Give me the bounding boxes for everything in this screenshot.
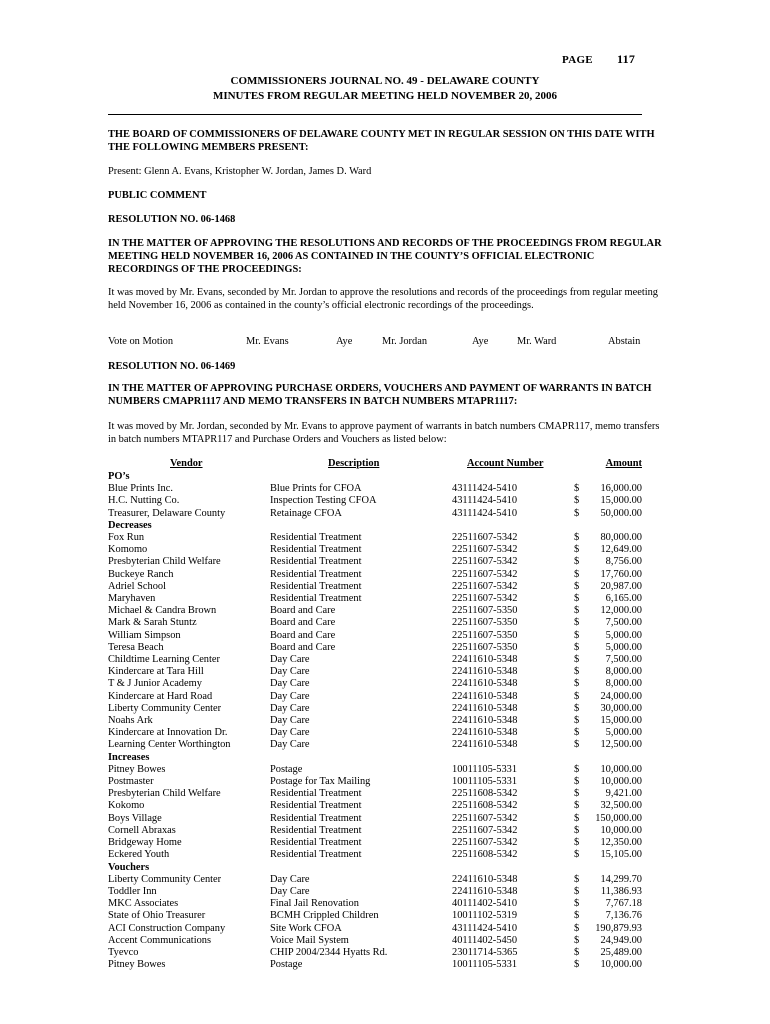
table-row	[108, 544, 642, 556]
account-cell: 22411610-5348	[452, 739, 518, 751]
table-row	[108, 666, 642, 678]
account-cell: 22511607-5342	[452, 824, 518, 836]
amount-cell: 10,000.00	[600, 776, 642, 788]
vendor-cell: Cornell Abraxas	[108, 824, 176, 836]
currency-cell: $	[574, 910, 580, 922]
description-cell: Day Care	[270, 690, 310, 702]
table-row	[108, 642, 642, 654]
account-cell: 23011714-5365	[452, 946, 518, 958]
table-row	[108, 947, 642, 959]
vendor-cell: Accent Communications	[108, 934, 212, 946]
vendor-cell: Mark & Sarah Stuntz	[108, 617, 197, 629]
table-row	[108, 532, 642, 544]
vendor-cell: Eckered Youth	[108, 849, 170, 861]
description-cell: Postage	[270, 959, 303, 971]
section-heading: Increases	[108, 751, 150, 763]
vendor-cell: Adriel School	[108, 580, 167, 592]
vendor-cell: Kindercare at Tara Hill	[108, 666, 204, 678]
vendor-cell: Pitney Bowes	[108, 763, 166, 775]
currency-cell: $	[574, 532, 580, 544]
account-cell: 10011105-5331	[452, 776, 518, 788]
vendor-cell: H.C. Nutting Co.	[108, 495, 180, 507]
members-present: Present: Glenn A. Evans, Kristopher W. Jordan, James D. Ward	[108, 166, 372, 177]
currency-cell: $	[574, 605, 580, 617]
account-cell: 22411610-5348	[452, 873, 518, 885]
account-cell: 43111424-5410	[452, 483, 518, 495]
account-cell: 10011105-5331	[452, 959, 518, 971]
amount-cell: 12,649.00	[600, 544, 642, 556]
vendor-cell: Komomo	[108, 544, 148, 556]
description-cell: Residential Treatment	[270, 544, 362, 556]
table-body	[108, 471, 642, 971]
amount-cell: 50,000.00	[600, 507, 642, 519]
vendor-cell: MKC Associates	[108, 898, 179, 910]
table-row	[108, 874, 642, 886]
amount-cell: 8,000.00	[605, 666, 642, 678]
table-row	[108, 581, 642, 593]
description-cell: Final Jail Renovation	[270, 898, 359, 910]
description-cell: Board and Care	[270, 641, 336, 653]
amount-cell: 15,000.00	[600, 715, 642, 727]
account-cell: 43111424-5410	[452, 495, 518, 507]
currency-cell: $	[574, 739, 580, 751]
description-cell: Inspection Testing CFOA	[270, 495, 377, 507]
currency-cell: $	[574, 617, 580, 629]
table-row	[108, 569, 642, 581]
vote-member-ward: Mr. Ward	[517, 336, 557, 347]
vote-value-jordan: Aye	[472, 336, 489, 347]
amount-cell: 30,000.00	[600, 702, 642, 714]
description-cell: Day Care	[270, 873, 310, 885]
account-cell: 22511607-5342	[452, 580, 518, 592]
resolution-1469-title: IN THE MATTER OF APPROVING PURCHASE ORDERS, VOUCHERS AND PAYMENT OF WARRANTS IN BATCH NUMBERS CMAPR1117 AND MEMO TRANSFERS IN BATCH NUMBERS MTAPR1117:	[108, 383, 652, 407]
currency-cell: $	[574, 580, 580, 592]
description-cell: CHIP 2004/2344 Hyatts Rd.	[270, 946, 388, 958]
currency-cell: $	[574, 556, 580, 568]
description-cell: Residential Treatment	[270, 824, 362, 836]
amount-cell: 5,000.00	[605, 727, 642, 739]
vendor-cell: T & J Junior Academy	[108, 678, 202, 690]
amount-cell: 11,386.93	[600, 885, 642, 897]
section-heading: Vouchers	[108, 861, 150, 873]
vendor-cell: Liberty Community Center	[108, 873, 222, 885]
account-cell: 22511607-5350	[452, 617, 518, 629]
description-cell: Day Care	[270, 739, 310, 751]
vote-member-jordan: Mr. Jordan	[382, 336, 428, 347]
section-row	[108, 752, 642, 764]
vendor-cell: Kindercare at Hard Road	[108, 690, 213, 702]
currency-cell: $	[574, 544, 580, 556]
public-comment-heading: PUBLIC COMMENT	[108, 190, 207, 201]
amount-cell: 32,500.00	[600, 800, 642, 812]
vendor-cell: Presbyterian Child Welfare	[108, 556, 221, 568]
header-divider	[108, 114, 642, 115]
table-row	[108, 886, 642, 898]
section-row	[108, 862, 642, 874]
amount-cell: 150,000.00	[595, 812, 642, 824]
table-row	[108, 923, 642, 935]
currency-cell: $	[574, 788, 580, 800]
table-row	[108, 630, 642, 642]
currency-cell: $	[574, 776, 580, 788]
amount-cell: 10,000.00	[600, 763, 642, 775]
vendor-cell: Learning Center Worthington	[108, 739, 231, 751]
table-row	[108, 617, 642, 629]
description-cell: Residential Treatment	[270, 580, 362, 592]
amount-cell: 8,000.00	[605, 678, 642, 690]
vendor-cell: Maryhaven	[108, 593, 156, 605]
vendor-cell: Fox Run	[108, 532, 145, 544]
table-row	[108, 849, 642, 861]
description-cell: Residential Treatment	[270, 837, 362, 849]
table-row	[108, 825, 642, 837]
amount-cell: 12,000.00	[600, 605, 642, 617]
description-cell: Day Care	[270, 715, 310, 727]
amount-cell: 190,879.93	[595, 922, 642, 934]
description-cell: Residential Treatment	[270, 593, 362, 605]
currency-cell: $	[574, 934, 580, 946]
account-cell: 22411610-5348	[452, 654, 518, 666]
table-row	[108, 556, 642, 568]
resolution-1469-body: It was moved by Mr. Jordan, seconded by Mr. Evans to approve payment of warrants in batch numbers CMAPR117, memo transfers in batch numbers MTAPR117 and Purchase Orders and Vouchers as listed below:	[108, 421, 660, 445]
description-cell: Day Care	[270, 654, 310, 666]
currency-cell: $	[574, 898, 580, 910]
table-row	[108, 788, 642, 800]
amount-cell: 12,350.00	[600, 837, 642, 849]
description-cell: Residential Treatment	[270, 532, 362, 544]
currency-cell: $	[574, 593, 580, 605]
description-cell: Residential Treatment	[270, 800, 362, 812]
vendor-cell: Pitney Bowes	[108, 959, 166, 971]
vendor-cell: Boys Village	[108, 812, 162, 824]
description-cell: Residential Treatment	[270, 849, 362, 861]
amount-cell: 15,105.00	[600, 849, 642, 861]
vendor-cell: Toddler Inn	[108, 885, 157, 897]
currency-cell: $	[574, 946, 580, 958]
account-cell: 22511607-5342	[452, 837, 518, 849]
table-row	[108, 935, 642, 947]
vendor-cell: Postmaster	[108, 776, 154, 788]
description-cell: Blue Prints for CFOA	[270, 483, 362, 495]
resolution-1468-title: IN THE MATTER OF APPROVING THE RESOLUTIONS AND RECORDS OF THE PROCEEDINGS FROM REGULAR MEETING HELD NOVEMBER 16, 2006 AS CONTAINED IN THE COUNTY’S OFFICIAL ELECTRONIC RECORDINGS OF THE PROCEEDINGS:	[108, 238, 662, 275]
account-cell: 22511608-5342	[452, 788, 518, 800]
account-cell: 22411610-5348	[452, 727, 518, 739]
table-row	[108, 483, 642, 495]
currency-cell: $	[574, 922, 580, 934]
page-number	[562, 52, 635, 67]
currency-cell: $	[574, 873, 580, 885]
table-row	[108, 691, 642, 703]
account-cell: 22511607-5342	[452, 568, 518, 580]
vendor-cell: Kindercare at Innovation Dr.	[108, 727, 228, 739]
account-cell: 22411610-5348	[452, 690, 518, 702]
description-cell: Day Care	[270, 885, 310, 897]
page-number-value: 117	[616, 52, 636, 66]
currency-cell: $	[574, 959, 580, 971]
table-row	[108, 605, 642, 617]
table-row	[108, 813, 642, 825]
amount-cell: 7,136.76	[605, 910, 642, 922]
account-cell: 22411610-5348	[452, 666, 518, 678]
vote-value-evans: Aye	[336, 336, 353, 347]
currency-cell: $	[574, 800, 580, 812]
section-heading: Decreases	[108, 519, 152, 531]
account-cell: 22411610-5348	[452, 885, 518, 897]
section-row	[108, 471, 642, 483]
account-cell: 22411610-5348	[452, 715, 518, 727]
currency-cell: $	[574, 763, 580, 775]
amount-cell: 9,421.00	[605, 788, 642, 800]
account-cell: 22511607-5342	[452, 544, 518, 556]
description-cell: Residential Treatment	[270, 788, 362, 800]
currency-cell: $	[574, 629, 580, 641]
account-cell: 22511607-5342	[452, 593, 518, 605]
currency-cell: $	[574, 654, 580, 666]
description-cell: Postage for Tax Mailing	[270, 776, 371, 788]
meeting-subtitle: MINUTES FROM REGULAR MEETING HELD NOVEMBER 20, 2006	[212, 90, 558, 102]
table-row	[108, 727, 642, 739]
account-cell: 10011105-5331	[452, 763, 518, 775]
account-cell: 22511607-5342	[452, 812, 518, 824]
payments-table	[108, 458, 642, 971]
amount-cell: 7,500.00	[605, 617, 642, 629]
vendor-cell: Bridgeway Home	[108, 837, 182, 849]
vendor-cell: Tyevco	[108, 946, 139, 958]
amount-cell: 10,000.00	[600, 824, 642, 836]
table-row	[108, 959, 642, 971]
account-cell: 22511608-5342	[452, 800, 518, 812]
vendor-cell: Kokomo	[108, 800, 145, 812]
amount-cell: 8,756.00	[605, 556, 642, 568]
table-row	[108, 776, 642, 788]
vendor-cell: Buckeye Ranch	[108, 568, 174, 580]
currency-cell: $	[574, 727, 580, 739]
account-cell: 22511607-5342	[452, 556, 518, 568]
currency-cell: $	[574, 702, 580, 714]
description-cell: Residential Treatment	[270, 812, 362, 824]
table-row	[108, 764, 642, 776]
account-cell: 43111424-5410	[452, 507, 518, 519]
amount-cell: 7,500.00	[605, 654, 642, 666]
table-row	[108, 898, 642, 910]
account-cell: 22411610-5348	[452, 702, 518, 714]
currency-cell: $	[574, 824, 580, 836]
description-cell: Site Work CFOA	[270, 922, 342, 934]
description-cell: Voice Mail System	[270, 934, 349, 946]
vendor-header: Vendor	[170, 458, 203, 469]
resolution-1469-number: RESOLUTION NO. 06-1469	[108, 361, 236, 372]
currency-cell: $	[574, 483, 580, 495]
currency-cell: $	[574, 715, 580, 727]
vote-member-evans: Mr. Evans	[246, 336, 289, 347]
amount-cell: 5,000.00	[605, 629, 642, 641]
description-cell: Residential Treatment	[270, 556, 362, 568]
vendor-cell: Teresa Beach	[108, 641, 164, 653]
amount-cell: 15,000.00	[600, 495, 642, 507]
description-cell: Day Care	[270, 702, 310, 714]
vendor-cell: Presbyterian Child Welfare	[108, 788, 221, 800]
section-heading: PO’s	[108, 471, 130, 482]
table-row	[108, 678, 642, 690]
vendor-cell: State of Ohio Treasurer	[108, 910, 206, 922]
vendor-cell: Michael & Candra Brown	[108, 605, 217, 617]
description-cell: Postage	[270, 763, 303, 775]
account-cell: 22511607-5350	[452, 605, 518, 617]
table-row	[108, 715, 642, 727]
vote-value-ward: Abstain	[608, 336, 641, 347]
table-row	[108, 739, 642, 751]
description-cell: Day Care	[270, 666, 310, 678]
account-cell: 22511607-5342	[452, 532, 518, 544]
amount-cell: 14,299.70	[600, 873, 642, 885]
amount-cell: 80,000.00	[600, 532, 642, 544]
vendor-cell: Childtime Learning Center	[108, 654, 220, 666]
amount-cell: 24,000.00	[600, 690, 642, 702]
resolution-1468-number: RESOLUTION NO. 06-1468	[108, 214, 236, 225]
table-row	[108, 910, 642, 922]
vote-label: Vote on Motion	[108, 336, 174, 347]
amount-cell: 6,165.00	[605, 593, 642, 605]
amount-cell: 16,000.00	[600, 483, 642, 495]
account-cell: 43111424-5410	[452, 922, 518, 934]
currency-cell: $	[574, 837, 580, 849]
resolution-1468-body: It was moved by Mr. Evans, seconded by Mr. Jordan to approve the resolutions and records of the proceedings from regular meeting held November 16, 2006 as contained in the county’s official electronic recordings of the proceedings.	[108, 287, 658, 311]
vendor-cell: Noahs Ark	[108, 715, 153, 727]
section-row	[108, 520, 642, 532]
description-cell: Board and Care	[270, 605, 336, 617]
amount-cell: 24,949.00	[600, 934, 642, 946]
vendor-cell: William Simpson	[108, 629, 181, 641]
table-row	[108, 800, 642, 812]
table-row	[108, 495, 642, 507]
currency-cell: $	[574, 641, 580, 653]
amount-header: Amount	[605, 458, 642, 469]
table-row	[108, 593, 642, 605]
vendor-cell: Treasurer, Delaware County	[108, 507, 226, 519]
account-cell: 40111402-5410	[452, 898, 518, 910]
account-cell: 22511607-5350	[452, 641, 518, 653]
account-cell: 22511607-5350	[452, 629, 518, 641]
currency-cell: $	[574, 666, 580, 678]
description-cell: Retainage CFOA	[270, 507, 342, 519]
currency-cell: $	[574, 495, 580, 507]
description-cell: BCMH Crippled Children	[270, 910, 379, 922]
amount-cell: 17,760.00	[600, 568, 642, 580]
description-cell: Board and Care	[270, 617, 336, 629]
currency-cell: $	[574, 568, 580, 580]
account-cell: 40111402-5450	[452, 934, 518, 946]
amount-cell: 20,987.00	[600, 580, 642, 592]
table-row	[108, 703, 642, 715]
table-header-row	[108, 458, 642, 471]
journal-title: COMMISSIONERS JOURNAL NO. 49 - DELAWARE COUNTY	[230, 75, 540, 87]
vendor-cell: Liberty Community Center	[108, 702, 222, 714]
session-intro: THE BOARD OF COMMISSIONERS OF DELAWARE COUNTY MET IN REGULAR SESSION ON THIS DATE WITH THE FOLLOWING MEMBERS PRESENT:	[108, 129, 655, 153]
page-label: PAGE	[562, 54, 593, 66]
currency-cell: $	[574, 678, 580, 690]
description-cell: Day Care	[270, 727, 310, 739]
amount-cell: 7,767.18	[605, 898, 642, 910]
currency-cell: $	[574, 849, 580, 861]
account-cell: 10011102-5319	[452, 910, 518, 922]
amount-cell: 12,500.00	[600, 739, 642, 751]
table-row	[108, 654, 642, 666]
amount-cell: 25,489.00	[600, 946, 642, 958]
description-cell: Day Care	[270, 678, 310, 690]
account-cell: 22411610-5348	[452, 678, 518, 690]
table-row	[108, 508, 642, 520]
currency-cell: $	[574, 885, 580, 897]
currency-cell: $	[574, 507, 580, 519]
description-cell: Board and Care	[270, 629, 336, 641]
currency-cell: $	[574, 690, 580, 702]
table-row	[108, 837, 642, 849]
description-header: Description	[328, 458, 380, 469]
amount-cell: 5,000.00	[605, 641, 642, 653]
account-cell: 22511608-5342	[452, 849, 518, 861]
vendor-cell: ACI Construction Company	[108, 922, 226, 934]
vendor-cell: Blue Prints Inc.	[108, 483, 173, 495]
currency-cell: $	[574, 812, 580, 824]
account-header: Account Number	[467, 458, 544, 469]
description-cell: Residential Treatment	[270, 568, 362, 580]
amount-cell: 10,000.00	[600, 959, 642, 971]
